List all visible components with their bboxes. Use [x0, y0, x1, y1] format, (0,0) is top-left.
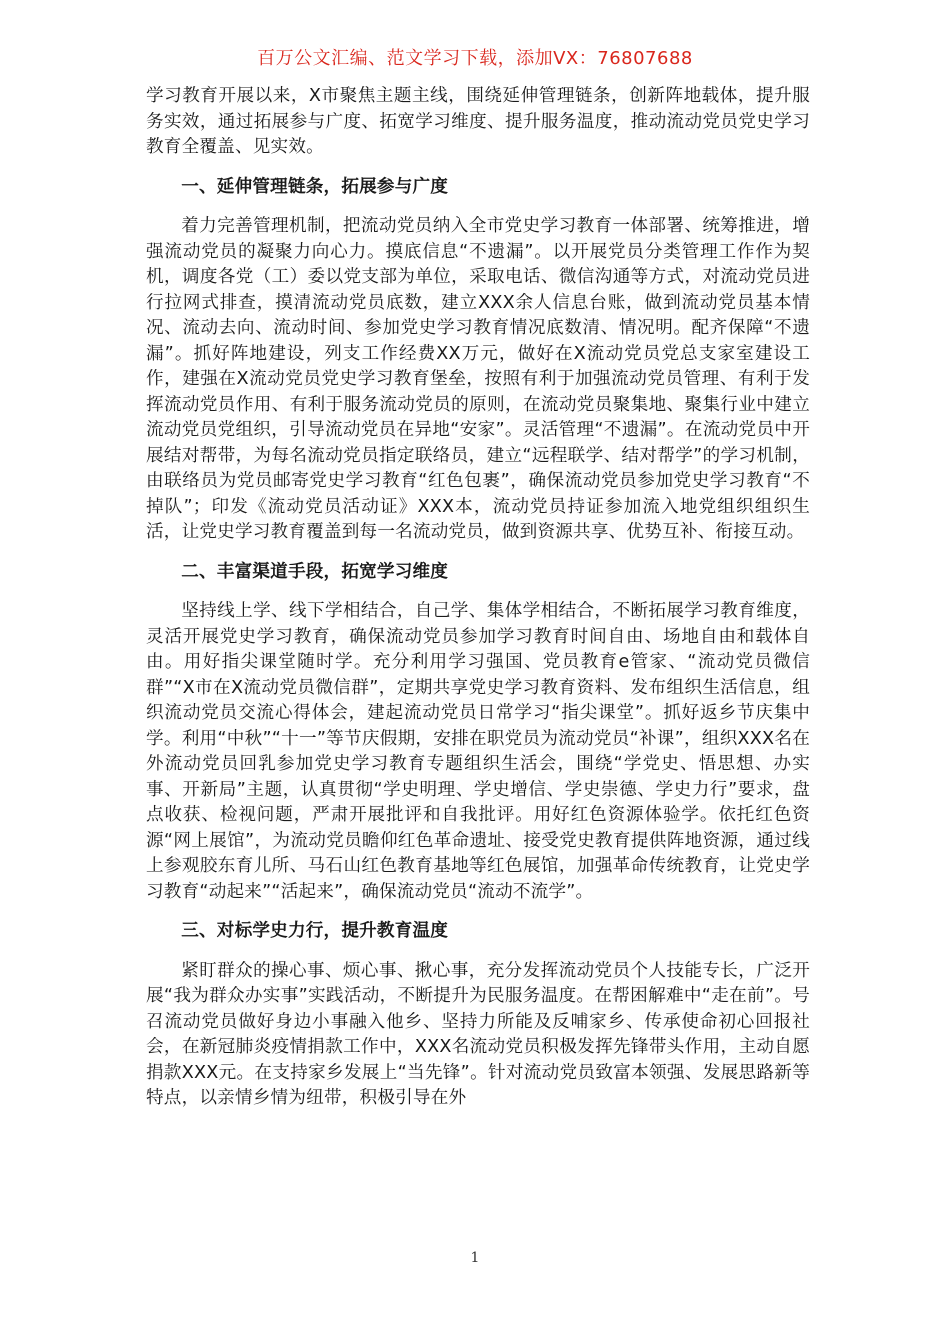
section-3-paragraph: 紧盯群众的操心事、烦心事、揪心事，充分发挥流动党员个人技能专长，广泛开展“我为群众办实事”实践活动，不断提升为民服务温度。在帮困解难中“走在前”。号召流动党员做好身边小事融入他乡、坚持力所能及反哺家乡、传承使命初心回报社会，在新冠肺炎疫情捐款工作中，XXX名流动党员积极发挥先锋带头作用，主动自愿捐款XXX元。在支持家乡发展上“当先锋”。针对流动党员致富本领强、发展思路新等特点，以亲情乡情为纽带，积极引导在外 — [146, 960, 810, 1108]
section-3-heading: 三、对标学史力行，提升教育温度 — [181, 921, 449, 941]
intro-paragraph: 学习教育开展以来，X市聚焦主题主线，围绕延伸管理链条，创新阵地载体，提升服务实效，通过拓展参与广度、拓宽学习维度、提升服务温度，推动流动党员党史学习教育全覆盖、见实效。 — [146, 86, 810, 157]
section-1-heading: 一、延伸管理链条，拓展参与广度 — [181, 176, 449, 197]
header-banner: 百万公文汇编、范文学习下载，添加VX：76807688 — [257, 48, 693, 69]
section-2-paragraph: 坚持线上学、线下学相结合，自己学、集体学相结合，不断拓展学习教育维度，灵活开展党史学习教育，确保流动党员参加学习教育时间自由、场地自由和载体自由。用好指尖课堂随时学。充分利用学习强国、党员教育e管家、“流动党员微信群”“X市在X流动党员微信群”，定期共享党史学习教育资料、发布组织生活信息，组织流动党员交流心得体会，建起流动党员日常学习“指尖课堂”。抓好返乡节庆集中学。利用“中秋”“十一”等节庆假期，安排在职党员为流动党员“补课”，组织XXX名在外流动党员回乳参加党史学习教育专题组织生活会，围绕“学党史、悟思想、办实事、开新局”主题，认真贯彻“学史明理、学史增信、学史崇德、学史力行”要求，盘点收获、检视问题，严肃开展批评和自我批评。用好红色资源体验学。依托红色资源“网上展馆”，为流动党员瞻仰红色革命遗址、接受党史教育提供阵地资源，通过线上参观胶东育儿所、马石山红色教育基地等红色展馆，加强革命传统教育，让党史学习教育“动起来”“活起来”，确保流动党员“流动不流学”。 — [146, 601, 810, 902]
section-1-paragraph: 着力完善管理机制，把流动党员纳入全市党史学习教育一体部署、统筹推进，增强流动党员的凝聚力向心力。摸底信息“不遗漏”。以开展党员分类管理工作作为契机，调度各党（工）委以党支部为单位，采取电话、微信沟通等方式，对流动党员进行拉网式排查，摸清流动党员底数，建立XXX余人信息台账，做到流动党员基本情况、流动去向、流动时间、参加党史学习教育情况底数清、情况明。配齐保障“不遗漏”。抓好阵地建设，列支工作经费XX万元，做好在X流动党员党总支家室建设工作，建强在X流动党员党史学习教育堡垒，按照有利于加强流动党员管理、有利于发挥流动党员作用、有利于服务流动党员的原则，在流动党员聚集地、聚集行业中建立流动党员党组织，引导流动党员在异地“安家”。灵活管理“不遗漏”。在流动党员中开展结对帮带，为每名流动党员指定联络员，建立“远程联学、结对帮学”的学习机制，由联络员为党员邮寄党史学习教育“红色包裹”，确保流动党员参加党史学习教育“不掉队”；印发《流动党员活动证》XXX本，流动党员持证参加流入地党组织组织生活，让党史学习教育覆盖到每一名流动党员，做到资源共享、优势互补、衔接互动。 — [146, 216, 810, 542]
document-body — [146, 84, 810, 1112]
page-number: 1 — [470, 1250, 480, 1266]
section-2-heading: 二、丰富渠道手段，拓宽学习维度 — [181, 561, 449, 582]
